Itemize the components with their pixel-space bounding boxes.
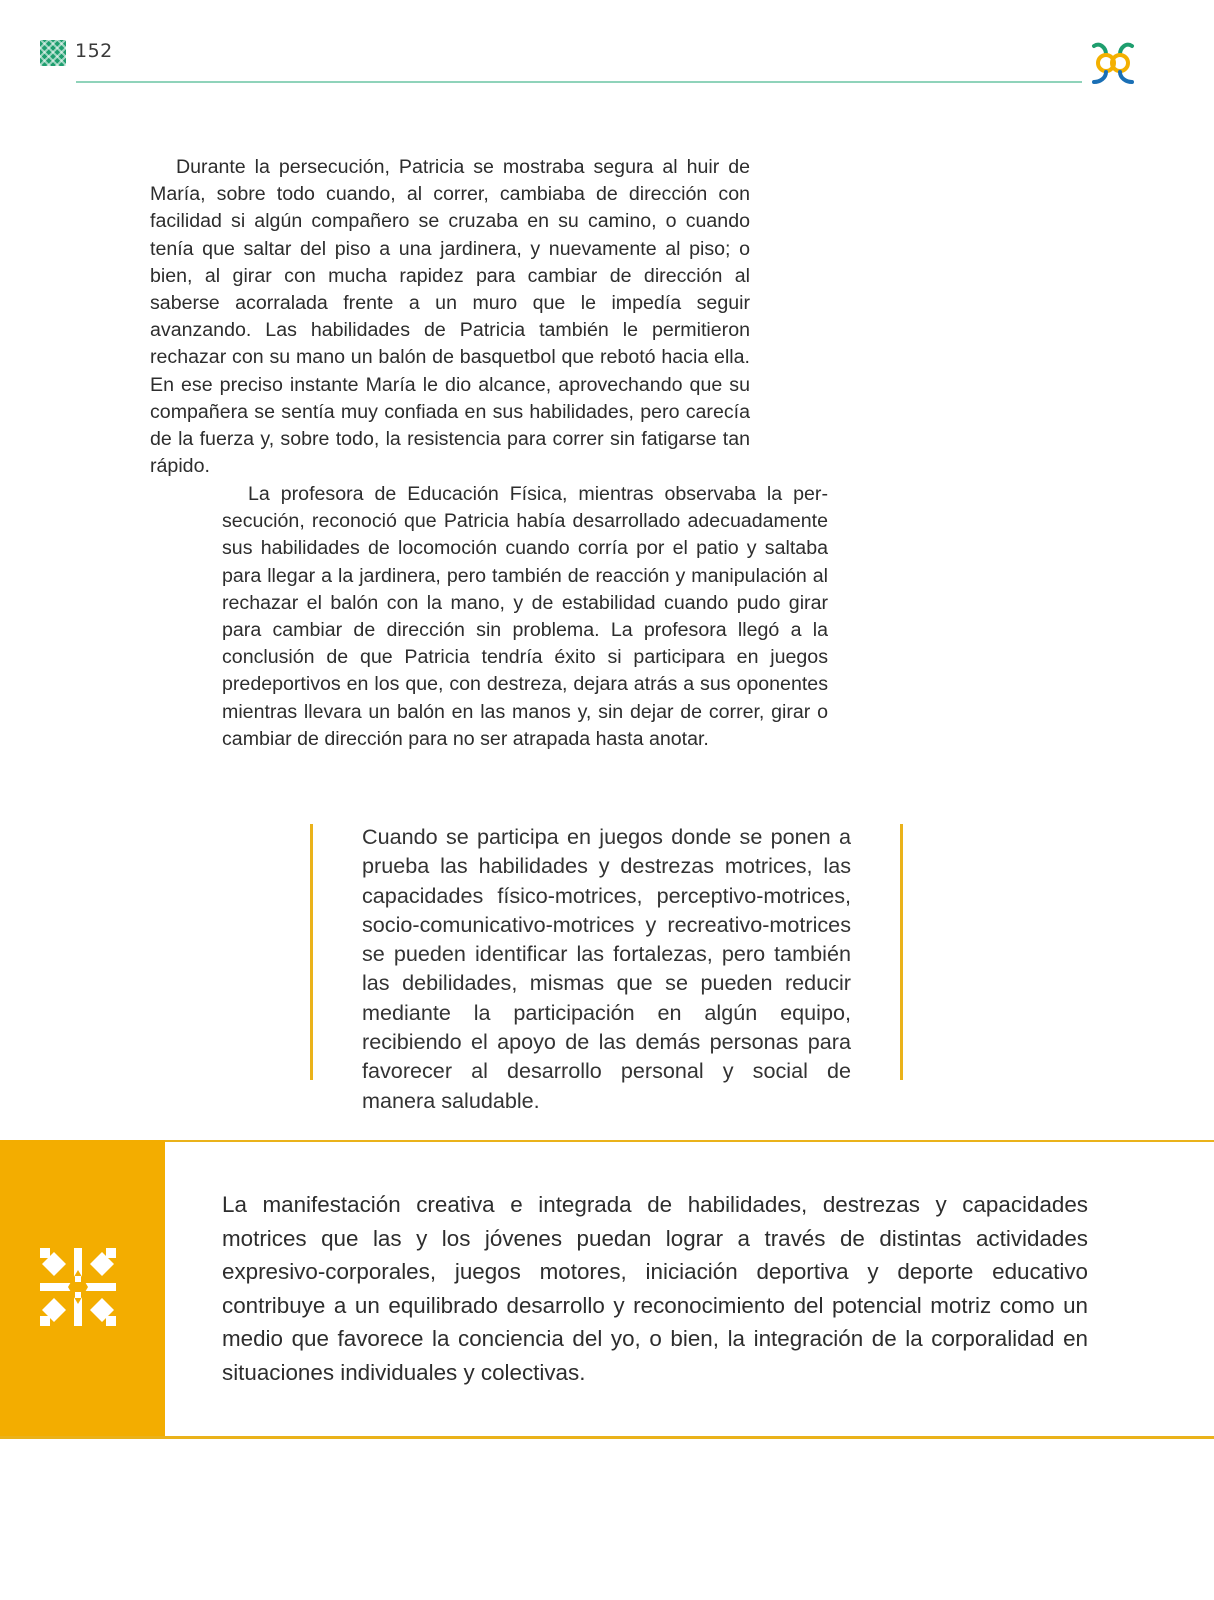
quote-text: Cuando se participa en juegos donde se ponen a prueba las habilidades y destrezas motrices, las capacidades físico-motrices, perceptivo-motrices, socio-comunicativo-motrices y recreativo-motrices se pueden identificar las fortalezas, pero también las debilidades, mismas que se pueden reducir mediante la participación en algún equipo, recibiendo el apoyo de las demás personas para favorecer al desarrollo personal y social de manera saludable. <box>362 824 851 1113</box>
interlocking-rings-logo-icon <box>1090 40 1136 86</box>
band-bottom-line <box>0 1436 1214 1439</box>
green-pattern-square-icon <box>40 40 66 66</box>
body-paragraph-1 <box>150 154 750 480</box>
band-text: La manifestación creativa e integrada de habilidades, destrezas y capacidades motrices que las y los jóvenes puedan lograr a través de distintas actividades expresivo-corporales, juegos motores, iniciación deportiva y deporte educativo contribuye a un equilibrado desarrollo y reconocimiento del potencial motriz como un medio que favorece la conciencia del yo, o bien, la integración de la corporalidad en situaciones individuales y colectivas. <box>222 1192 1088 1385</box>
body-paragraph-1-text: Durante la persecución, Patricia se mostraba segura al huir de María, sobre todo cuando, al correr, cambiaba de dirección con facilidad si algún compañero se cruzaba en su camino, o cuando tenía que saltar del piso a una jardinera, y nuevamente al piso; o bien, al girar con mucha rapidez para cambiar de dirección al saberse acorralada frente a un muro que le impedía seguir avanzando. Las habilidades de Patricia también le permitieron rechazar con su mano un balón de basquetbol que rebotó hacia ella. En ese preciso instante María le dio alcance, aprovechando que su compañera se sentía muy confiada en sus habilidades, pero carecía de la fuerza y, sobre todo, la resistencia para correr sin fatigarse tan rápido. <box>150 156 750 478</box>
quote-bar-right <box>900 824 903 1080</box>
band-top-line <box>0 1140 1214 1142</box>
header-divider <box>76 81 1082 83</box>
quote-bar-left <box>310 824 313 1080</box>
body-paragraph-2 <box>222 481 828 753</box>
textile-pattern-icon <box>40 1248 116 1326</box>
body-paragraph-2-text: La profesora de Educación Física, mientras observaba la persecución, reconoció que Patricia había desarrollado adecuadamente sus habilidades de locomoción cuando corría por el patio y saltaba para llegar a la jardinera, pero también de reacción y manipulación al rechazar el balón con la mano, y de estabilidad cuando pudo girar para cambiar de dirección sin problema. La profesora llegó a la conclusión de que Patricia tendría éxito si participara en juegos predeportivos en los que, con destreza, dejara atrás a sus oponentes mientras llevara un balón en las manos y, sin dejar de correr, girar o cambiar de dirección para no ser atrapada hasta anotar. <box>222 483 828 750</box>
page-number: 152 <box>75 40 113 62</box>
